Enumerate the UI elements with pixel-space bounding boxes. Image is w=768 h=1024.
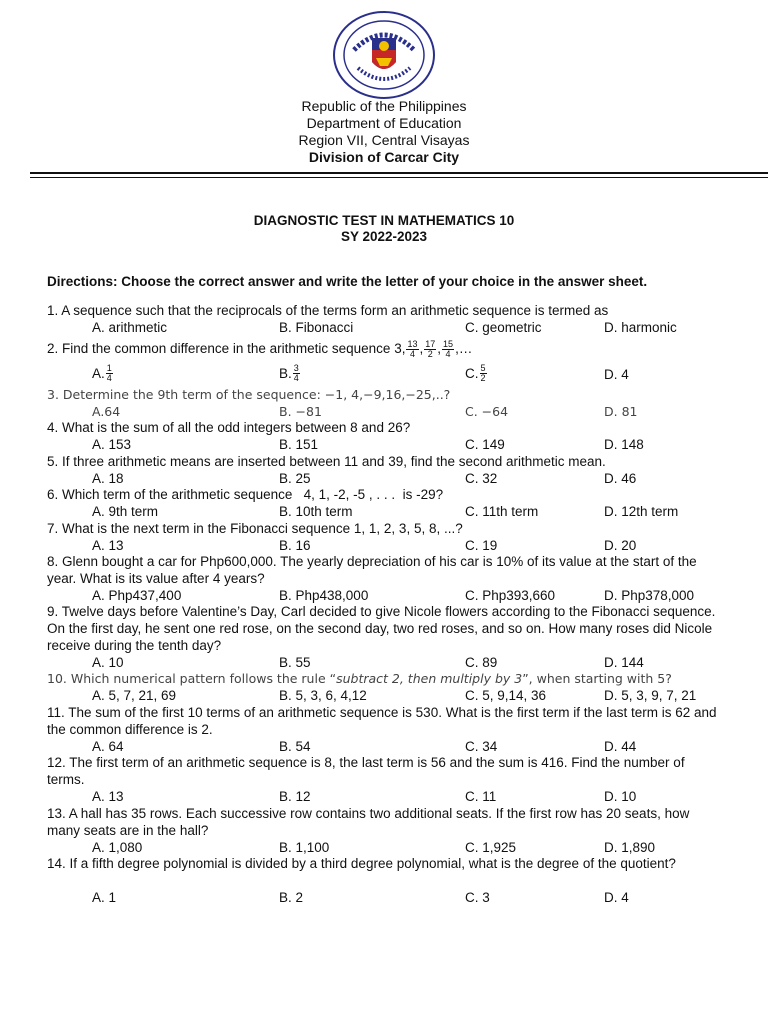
option-c: C. 11 bbox=[465, 789, 497, 804]
option-c: C. geometric bbox=[465, 320, 542, 335]
option-a: A. 13 bbox=[92, 538, 124, 553]
option-a: A. 1,080 bbox=[92, 840, 143, 855]
question-2: 2. Find the common difference in the arithmetic sequence 3, $\frac{13}{4}$ , $\frac{17}{2}$ , $\frac{15}{4}$ ,… bbox=[47, 337, 767, 361]
question-13-options bbox=[0, 839, 768, 856]
option-a: A. 10 bbox=[92, 655, 124, 670]
question-10-rule: subtract 2, then multiply by 3 bbox=[336, 671, 523, 686]
question-11-options bbox=[0, 738, 768, 755]
option-d: D. 81 bbox=[604, 404, 638, 419]
option-d: D. 44 bbox=[604, 739, 637, 754]
sequence-first-term: 3, bbox=[394, 341, 406, 356]
question-4-options bbox=[0, 436, 768, 453]
option-c: C. 32 bbox=[465, 471, 498, 486]
option-b: B. $\frac{3}{4}$ bbox=[279, 363, 299, 383]
question-3: 3. Determine the 9th term of the sequence: −1, 4,−9,16,−25,..? bbox=[47, 387, 451, 402]
question-2-text: 2. Find the common difference in the arithmetic sequence bbox=[47, 341, 391, 356]
option-a: A. 5, 7, 21, 69 bbox=[92, 688, 177, 703]
question-4: 4. What is the sum of all the odd integers between 8 and 26? bbox=[47, 420, 411, 435]
option-b: B. Php438,000 bbox=[279, 588, 369, 603]
header-divider-thick bbox=[30, 172, 768, 174]
option-c: C. 11th term bbox=[465, 504, 539, 519]
question-5-options bbox=[0, 470, 768, 487]
option-d: D. 4 bbox=[604, 890, 629, 905]
test-title bbox=[0, 213, 768, 245]
option-d: D. Php378,000 bbox=[604, 588, 695, 603]
directions: Directions: Choose the correct answer and write the letter of your choice in the answer sheet. bbox=[47, 274, 648, 289]
option-d: D. 144 bbox=[604, 655, 644, 670]
option-a: A. 18 bbox=[92, 471, 124, 486]
header-region: Region VII, Central Visayas bbox=[298, 132, 470, 148]
header-department: Department of Education bbox=[306, 115, 462, 131]
option-c: C. $\frac{5}{2}$ bbox=[465, 363, 486, 383]
test-title-line1: DIAGNOSTIC TEST IN MATHEMATICS 10 bbox=[253, 213, 515, 228]
question-14: 14. If a fifth degree polynomial is divided by a third degree polynomial, what is the degree of the quotient? bbox=[47, 856, 676, 871]
option-b: B. 16 bbox=[279, 538, 311, 553]
option-b: B. 55 bbox=[279, 655, 311, 670]
option-b: B. 2 bbox=[279, 890, 304, 905]
question-6: 6. Which term of the arithmetic sequence 4, 1, -2, -5 , . . . is -29? bbox=[47, 487, 444, 502]
option-d: D. 46 bbox=[604, 471, 637, 486]
option-d: D. 10 bbox=[604, 789, 637, 804]
option-c: C. 89 bbox=[465, 655, 498, 670]
question-10: 10. Which numerical pattern follows the rule “subtract 2, then multiply by 3”, when starting with 5? bbox=[47, 671, 672, 686]
option-d: D. 20 bbox=[604, 538, 637, 553]
header-division: Division of Carcar City bbox=[308, 149, 460, 165]
header-republic: Republic of the Philippines bbox=[301, 98, 467, 114]
option-b: B. Fibonacci bbox=[279, 320, 354, 335]
option-c: C. 149 bbox=[465, 437, 505, 452]
question-5: 5. If three arithmetic means are inserted between 11 and 39, find the second arithmetic mean. bbox=[47, 454, 606, 469]
question-8: 8. Glenn bought a car for Php600,000. The yearly depreciation of his car is 10% of its value at the start of the year. What is its value after 4 years? bbox=[47, 554, 697, 586]
question-6-options bbox=[0, 503, 768, 520]
option-d: D. harmonic bbox=[604, 320, 677, 335]
option-a: A. 153 bbox=[92, 437, 132, 452]
option-b: B. 25 bbox=[279, 471, 311, 486]
option-d: D. 4 bbox=[604, 367, 629, 382]
header-divider-thin bbox=[30, 177, 768, 178]
option-c: C. −64 bbox=[465, 404, 509, 419]
test-school-year: SY 2022-2023 bbox=[340, 229, 428, 244]
option-b: B. 12 bbox=[279, 789, 311, 804]
fraction-term-4: $\frac{15}{4}$ bbox=[443, 338, 454, 359]
question-10-options bbox=[0, 687, 768, 704]
option-b: B. −81 bbox=[279, 404, 322, 419]
question-14-options bbox=[0, 889, 768, 906]
question-7: 7. What is the next term in the Fibonacci sequence 1, 1, 2, 3, 5, 8, ...? bbox=[47, 521, 463, 536]
option-c: C. 1,925 bbox=[465, 840, 517, 855]
question-13: 13. A hall has 35 rows. Each successive row contains two additional seats. If the first row has 20 seats, how many seats are in the hall? bbox=[47, 806, 690, 838]
question-1-options bbox=[0, 319, 768, 336]
fraction-term-2: $\frac{13}{4}$ bbox=[407, 338, 418, 359]
option-c: C. Php393,660 bbox=[465, 588, 556, 603]
option-b: B. 54 bbox=[279, 739, 311, 754]
option-c: C. 19 bbox=[465, 538, 498, 553]
option-a: A. 64 bbox=[92, 739, 124, 754]
option-a: A. 13 bbox=[92, 789, 124, 804]
question-12: 12. The first term of an arithmetic sequence is 8, the last term is 56 and the sum is 416. Find the number of terms. bbox=[47, 755, 685, 787]
option-b: B. 5, 3, 6, 4,12 bbox=[279, 688, 367, 703]
option-c: C. 3 bbox=[465, 890, 490, 905]
question-3-options bbox=[0, 403, 768, 420]
letterhead bbox=[0, 98, 768, 166]
option-a: A.64 bbox=[92, 404, 121, 419]
question-9-options bbox=[0, 654, 768, 671]
option-a: A. arithmetic bbox=[92, 320, 168, 335]
sequence-ellipsis: ,… bbox=[455, 341, 473, 356]
fraction-term-3: $\frac{17}{2}$ bbox=[425, 338, 436, 359]
question-8-options bbox=[0, 587, 768, 604]
deped-seal-logo bbox=[332, 10, 436, 100]
question-7-options bbox=[0, 537, 768, 554]
question-1: 1. A sequence such that the reciprocals of the terms form an arithmetic sequence is termed as bbox=[47, 303, 609, 318]
option-b: B. 1,100 bbox=[279, 840, 330, 855]
option-d: D. 1,890 bbox=[604, 840, 656, 855]
question-12-options bbox=[0, 788, 768, 805]
option-a: A. 1 bbox=[92, 890, 117, 905]
option-a: A. 9th term bbox=[92, 504, 159, 519]
question-2-options bbox=[0, 364, 768, 386]
option-b: B. 10th term bbox=[279, 504, 353, 519]
option-c: C. 5, 9,14, 36 bbox=[465, 688, 547, 703]
option-d: D. 5, 3, 9, 7, 21 bbox=[604, 688, 697, 703]
question-11: 11. The sum of the first 10 terms of an arithmetic sequence is 530. What is the first term if the last term is 62 and the common difference is 2. bbox=[47, 705, 717, 737]
option-a: A. $\frac{1}{4}$ bbox=[92, 363, 112, 383]
question-9: 9. Twelve days before Valentine’s Day, Carl decided to give Nicole flowers according to the Fibonacci sequence. On the first day, he sent one red rose, on the second day, two red roses, and so on. How many roses did Nicole receive during the tenth day? bbox=[47, 604, 716, 653]
option-a: A. Php437,400 bbox=[92, 588, 182, 603]
option-b: B. 151 bbox=[279, 437, 319, 452]
option-c: C. 34 bbox=[465, 739, 498, 754]
option-d: D. 12th term bbox=[604, 504, 679, 519]
option-d: D. 148 bbox=[604, 437, 644, 452]
